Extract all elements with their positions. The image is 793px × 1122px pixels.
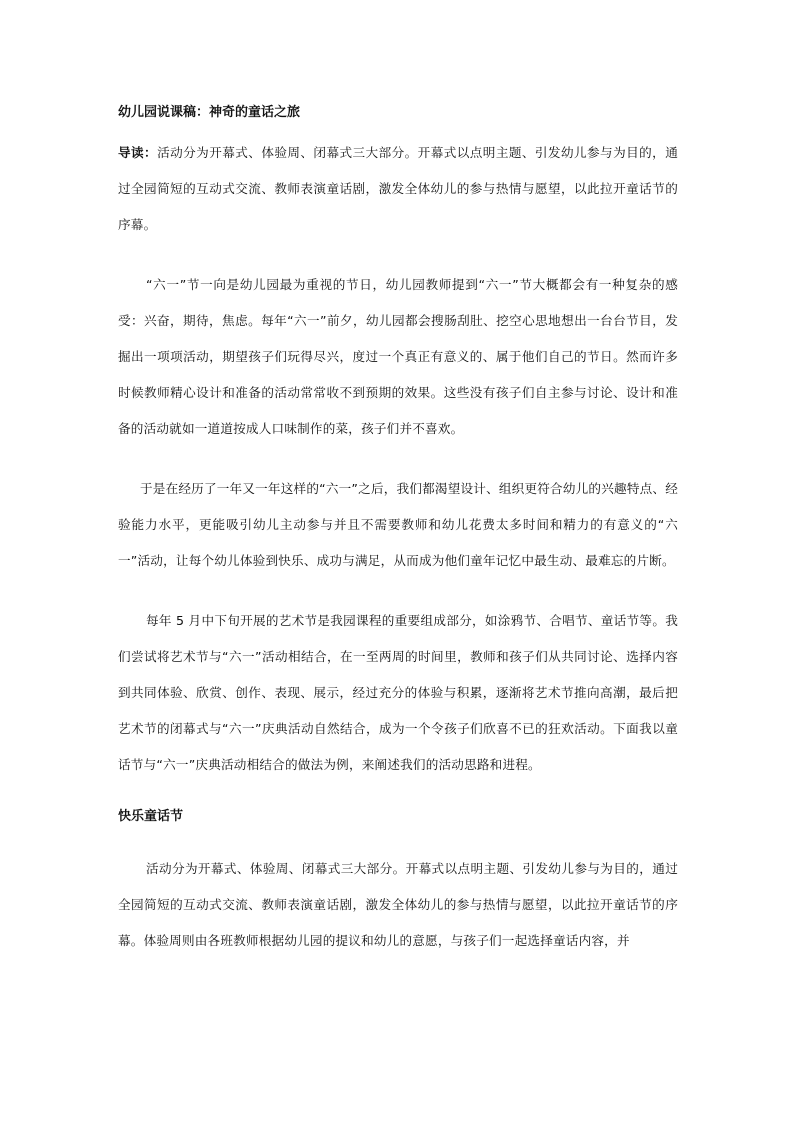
paragraph-2: 于是在经历了一年又一年这样的“六一”之后，我们都渴望设计、组织更符合幼儿的兴趣特点、经验能力水平，更能吸引幼儿主动参与并且不需要教师和幼儿花费太多时间和精力的有意义的“六一”活动，让每个幼儿体验到快乐、成功与满足，从而成为他们童年记忆中最生动、最难忘的片断。	[118, 481, 678, 568]
paragraph-gap	[118, 243, 678, 267]
paragraph-gap	[118, 579, 678, 603]
paragraph-gap	[118, 447, 678, 471]
intro-label: 导读：	[118, 145, 158, 160]
paragraph-1: “六一”节一向是幼儿园最为重视的节日，幼儿园教师提到“六一”节大概都会有一种复杂的感受：兴奋，期待，焦虑。每年“六一”前夕，幼儿园都会搜肠刮肚、挖空心思地想出一台台节目，发掘出一项项活动，期望孩子们玩得尽兴，度过一个真正有意义的、属于他们自己的节日。然而许多时候教师精心设计和准备的活动常常收不到预期的效果。这些没有孩子们自主参与讨论、设计和准备的活动就如一道道按成人口味制作的菜，孩子们并不喜欢。	[118, 277, 678, 436]
intro-paragraph	[118, 135, 678, 243]
document-body	[118, 103, 678, 959]
section-heading: 快乐童话节	[118, 809, 184, 824]
paragraph-3: 每年 5 月中下旬开展的艺术节是我园课程的重要组成部分，如涂鸦节、合唱节、童话节等。我们尝试将艺术节与“六一”活动相结合，在一至两周的时间里，教师和孩子们从共同讨论、选择内容到共同体验、欣赏、创作、表现、展示，经过充分的体验与积累，逐渐将艺术节推向高潮，最后把艺术节的闭幕式与“六一”庆典活动自然结合，成为一个令孩子们欣喜不已的狂欢活动。下面我以童话节与“六一”庆典活动相结合的做法为例，来阐述我们的活动思路和进程。	[118, 613, 678, 772]
document-title: 幼儿园说课稿：神奇的童话之旅	[118, 105, 301, 120]
intro-text: 活动分为开幕式、体验周、闭幕式三大部分。开幕式以点明主题、引发幼儿参与为目的，通过全园简短的互动式交流、教师表演童话剧，激发全体幼儿的参与热情与愿望，以此拉开童话节的序幕。	[118, 145, 678, 232]
paragraph-4: 活动分为开幕式、体验周、闭幕式三大部分。开幕式以点明主题、引发幼儿参与为目的，通过全园简短的互动式交流、教师表演童话剧，激发全体幼儿的参与热情与愿望，以此拉开童话节的序幕。体验周则由各班教师根据幼儿园的提议和幼儿的意愿，与孩子们一起选择童话内容，并	[118, 861, 678, 948]
paragraph-gap	[118, 783, 678, 807]
paragraph-gap	[118, 827, 678, 851]
